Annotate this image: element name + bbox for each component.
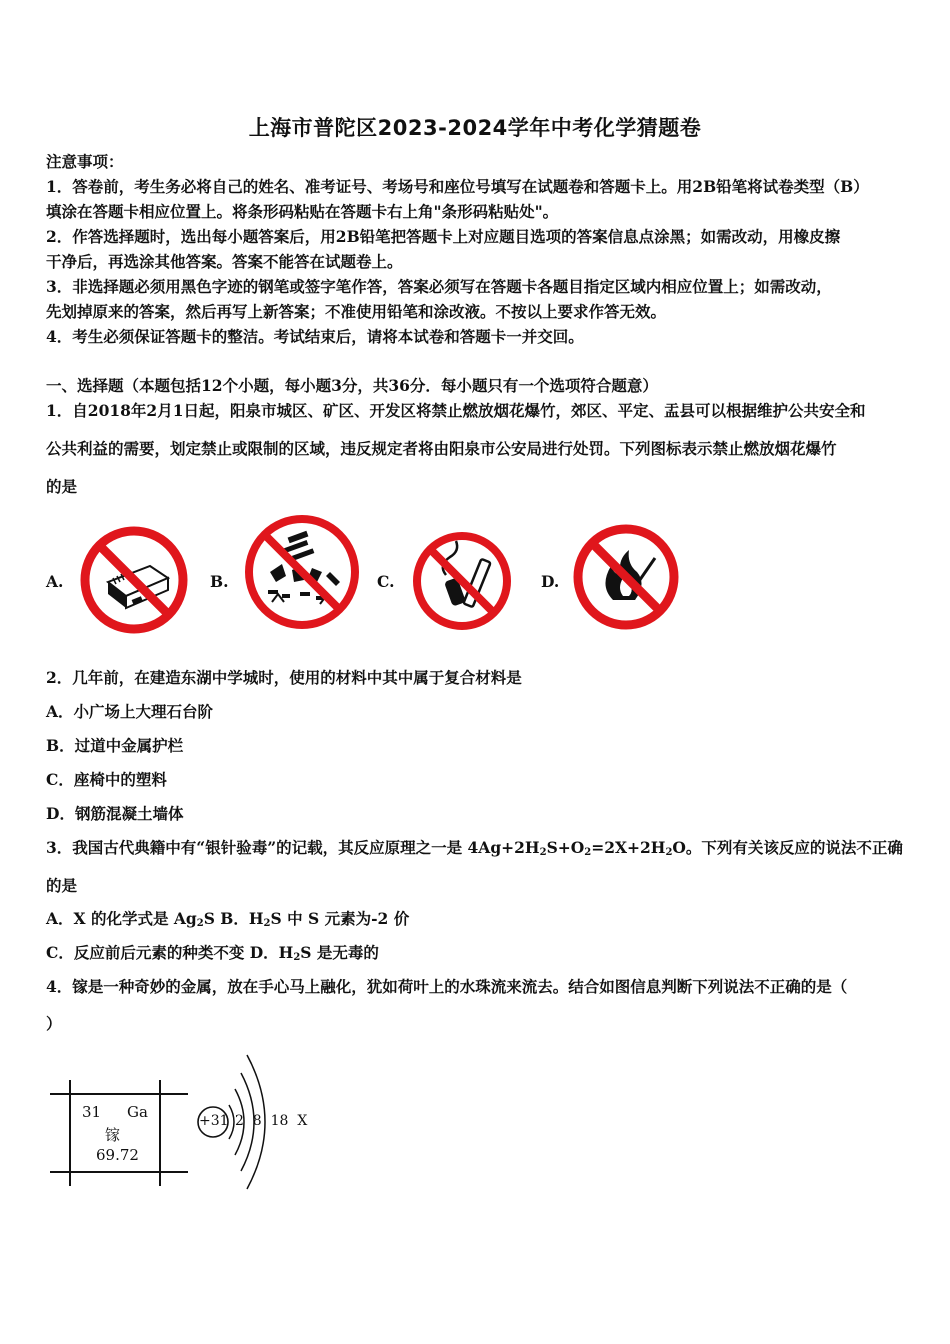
atomic-mass: 69.72 <box>96 1146 139 1164</box>
q3-options-ab: A．X 的化学式是 $Ag_2S$ B．$H_2S$ 中 S 元素为-2 价 <box>46 909 410 929</box>
no-open-flame-sign-icon <box>571 522 681 632</box>
notice-line: 1．答卷前，考生务必将自己的姓名、准考证号、考场号和座位号填写在试题卷和答题卡上。用2B铅笔将试卷类型（B） <box>46 177 869 196</box>
q4-stem: 4．镓是一种奇妙的金属，放在手心马上融化，犹如荷叶上的水珠流来流去。结合如图信息判断下列说法不正确的是（ <box>46 977 848 996</box>
q1-option-c-label: C. <box>377 572 395 591</box>
q1-option-b-label: B. <box>210 572 229 591</box>
gallium-atom-structure-diagram <box>195 1045 315 1195</box>
no-matches-sign-icon <box>78 524 190 636</box>
notice-heading: 注意事项： <box>46 152 124 171</box>
no-smoking-sign-icon <box>410 529 514 633</box>
no-fireworks-sign-icon <box>242 512 362 632</box>
notice-line: 2．作答选择题时，选出每小题答案后，用2B铅笔把答题卡上对应题目选项的答案信息点涂黑；如需改动，用橡皮擦 <box>46 227 841 246</box>
element-symbol: Ga <box>127 1103 148 1121</box>
element-name: 镓 <box>105 1126 121 1144</box>
q3-stem: 3．我国古代典籍中有“银针验毒”的记载，其反应原理之一是 $4Ag+2H_2S+O_2=2X+2H_2O$。下列有关该反应的说法不正确 <box>46 838 903 858</box>
nucleus-charge: +31 <box>199 1113 229 1129</box>
notice-line: 干净后，再选涂其他答案。答案不能答在试题卷上。 <box>46 252 403 271</box>
q1-option-d-label: D. <box>541 572 560 591</box>
notice-line: 3．非选择题必须用黑色字迹的钢笔或签字笔作答，答案必须写在答题卡各题目指定区域内相应位置上；如需改动， <box>46 277 832 296</box>
notice-line: 4．考生必须保证答题卡的整洁。考试结束后，请将本试卷和答题卡一并交回。 <box>46 327 584 346</box>
q3-options-cd: C．反应前后元素的种类不变 D．$H_2S$ 是无毒的 <box>46 943 379 963</box>
atomic-number: 31 <box>82 1103 102 1121</box>
notice-line: 填涂在答题卡相应位置上。将条形码粘贴在答题卡右上角"条形码粘贴处"。 <box>46 202 559 221</box>
q1-stem: 公共利益的需要，划定禁止或限制的区域，违反规定者将由阳泉市公安局进行处罚。下列图标表示禁止燃放烟花爆竹 <box>46 439 837 458</box>
electron-shells: 2 8 18 X <box>235 1113 308 1129</box>
q4-stem-line2: ） <box>46 1014 62 1033</box>
section-heading: 一、选择题（本题包括12个小题，每小题3分，共36分．每小题只有一个选项符合题意） <box>46 376 658 395</box>
q2-stem: 2．几年前，在建造东湖中学城时，使用的材料中其中属于复合材料是 <box>46 668 522 687</box>
gallium-element-card <box>50 1080 190 1186</box>
q3-stem-line2: 的是 <box>46 876 78 895</box>
notice-line: 先划掉原来的答案，然后再写上新答案；不准使用铅笔和涂改液。不按以上要求作答无效。 <box>46 302 667 321</box>
q1-stem: 1．自2018年2月1日起，阳泉市城区、矿区、开发区将禁止燃放烟花爆竹，郊区、平定、盂县可以根据维护公共安全和 <box>46 401 866 420</box>
q1-option-a-label: A. <box>46 572 64 591</box>
q2-option-b: B．过道中金属护栏 <box>46 736 184 755</box>
page-title: 上海市普陀区2023-2024学年中考化学猜题卷 <box>248 116 702 140</box>
q1-stem: 的是 <box>46 477 78 496</box>
q2-option-a: A．小广场上大理石台阶 <box>46 702 214 721</box>
q2-option-d: D．钢筋混凝土墙体 <box>46 804 184 823</box>
q2-option-c: C．座椅中的塑料 <box>46 770 167 789</box>
